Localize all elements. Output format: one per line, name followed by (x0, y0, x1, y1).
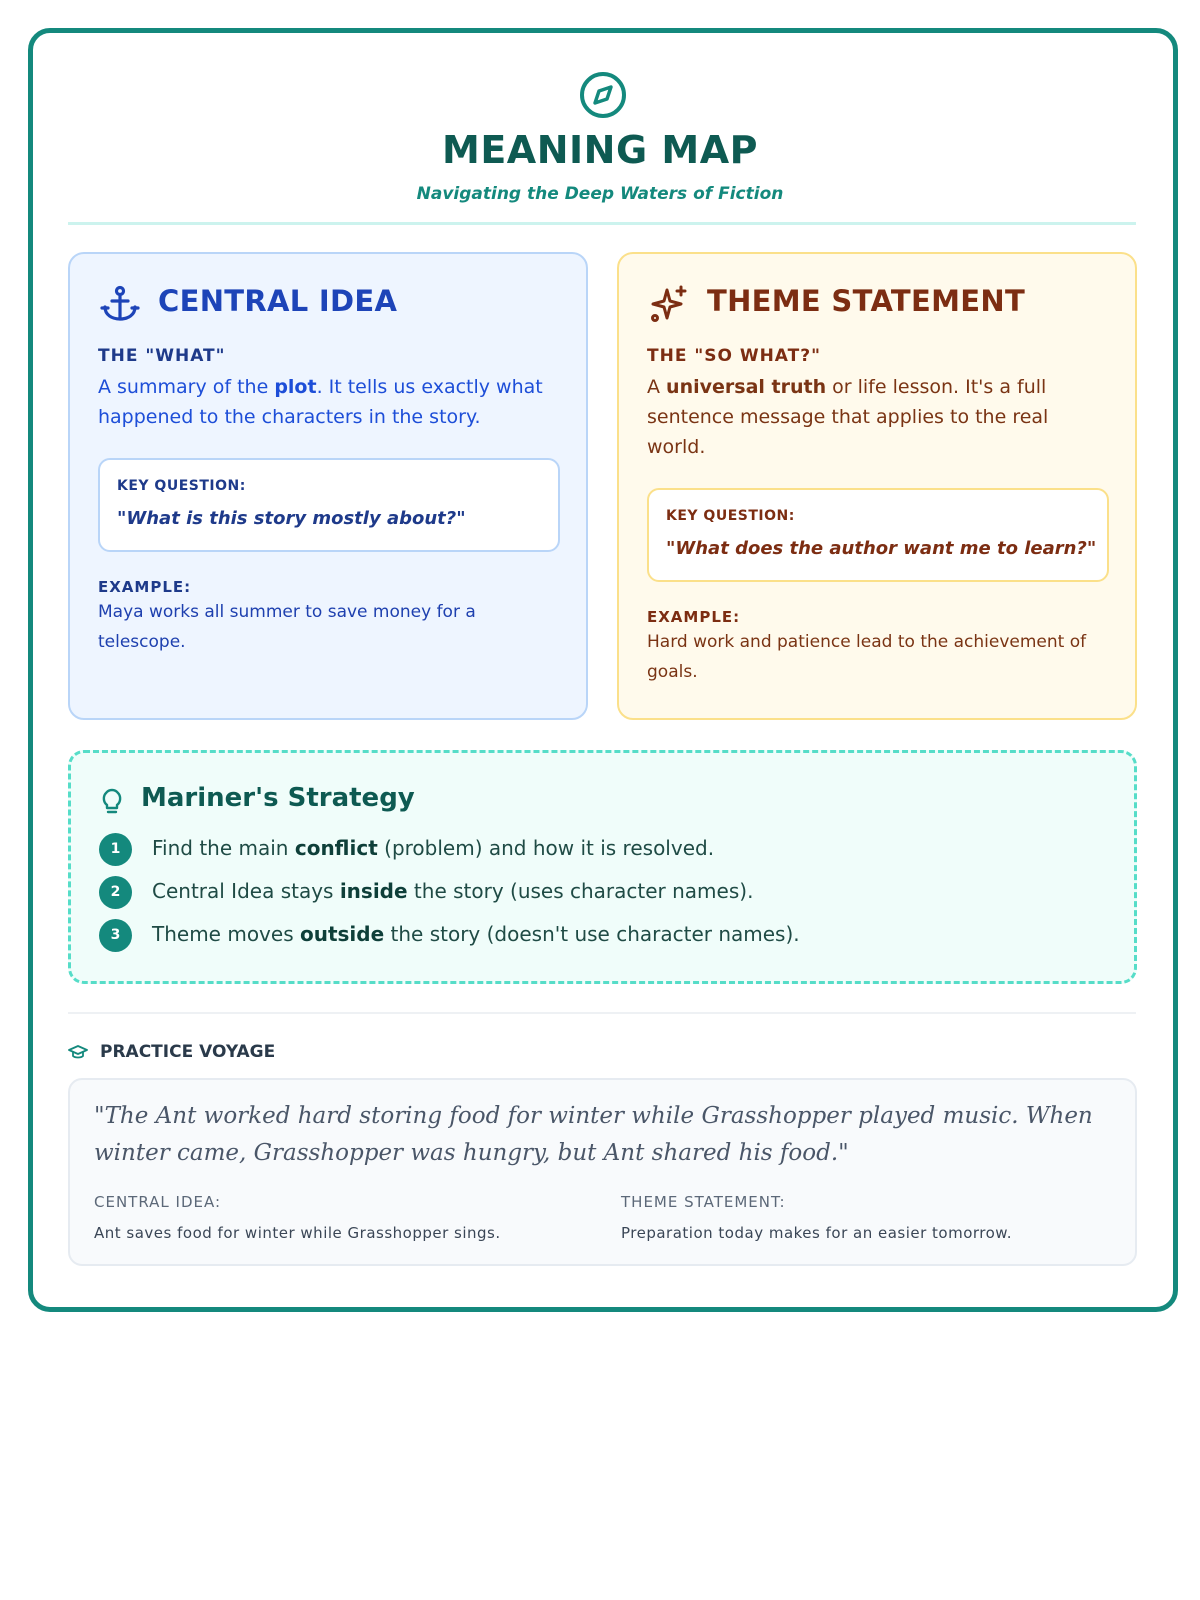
page-title: MEANING MAP (442, 128, 758, 172)
step-number-badge: 3 (99, 919, 132, 952)
example-text: Maya works all summer to save money for a telescope. (98, 602, 476, 652)
graduation-cap-icon (68, 1042, 88, 1062)
key-question-label: KEY QUESTION: (666, 508, 795, 524)
theme-statement-answer-text: Preparation today makes for an easier tomorrow. (621, 1224, 1012, 1242)
lightbulb-icon (99, 787, 125, 815)
theme-statement-card (617, 252, 1137, 720)
theme-statement-description: A universal truth or life lesson. It's a full sentence message that applies to the real world. (647, 376, 1049, 458)
central-idea-answer-label: CENTRAL IDEA: (94, 1193, 222, 1211)
theme-statement-key-question (647, 488, 1109, 582)
key-question-text: "What is this story mostly about?" (117, 508, 466, 529)
example-label: EXAMPLE: (98, 578, 192, 596)
page-subtitle: Navigating the Deep Waters of Fiction (416, 184, 784, 204)
practice-voyage-label: PRACTICE VOYAGE (100, 1042, 276, 1062)
header-divider (68, 222, 1136, 225)
step-text: Theme moves outside the story (doesn't use character names). (152, 922, 800, 946)
key-question-text: "What does the author want me to learn?" (666, 538, 1097, 559)
example-label: EXAMPLE: (647, 608, 741, 626)
step-number-badge: 1 (99, 833, 132, 866)
anchor-icon (100, 284, 140, 324)
theme-statement-answer-label: THEME STATEMENT: (621, 1193, 786, 1211)
section-divider (68, 1012, 1136, 1014)
sparkles-icon (649, 284, 689, 324)
central-idea-description: A summary of the plot. It tells us exactly what happened to the characters in the story. (98, 376, 543, 428)
theme-statement-eyebrow: THE "SO WHAT?" (647, 346, 821, 366)
strategy-title: Mariner's Strategy (141, 783, 415, 813)
example-text: Hard work and patience lead to the achievement of goals. (647, 632, 1087, 682)
compass-icon (578, 70, 628, 120)
central-idea-key-question (98, 458, 560, 552)
practice-quote: "The Ant worked hard storing food for winter while Grasshopper played music. When winter came, Grasshopper was hungry, but Ant shared his food." (94, 1103, 1093, 1166)
practice-voyage-box (68, 1078, 1137, 1266)
theme-statement-title: THEME STATEMENT (707, 284, 1026, 318)
step-number-badge: 2 (99, 876, 132, 909)
central-idea-card (68, 252, 588, 720)
key-question-label: KEY QUESTION: (117, 478, 246, 494)
central-idea-answer-text: Ant saves food for winter while Grasshopper sings. (94, 1224, 501, 1242)
mariners-strategy-box (68, 750, 1137, 984)
central-idea-title: CENTRAL IDEA (158, 284, 398, 318)
step-text: Central Idea stays inside the story (uses character names). (152, 879, 754, 903)
step-text: Find the main conflict (problem) and how it is resolved. (152, 836, 715, 860)
central-idea-eyebrow: THE "WHAT" (98, 346, 226, 366)
